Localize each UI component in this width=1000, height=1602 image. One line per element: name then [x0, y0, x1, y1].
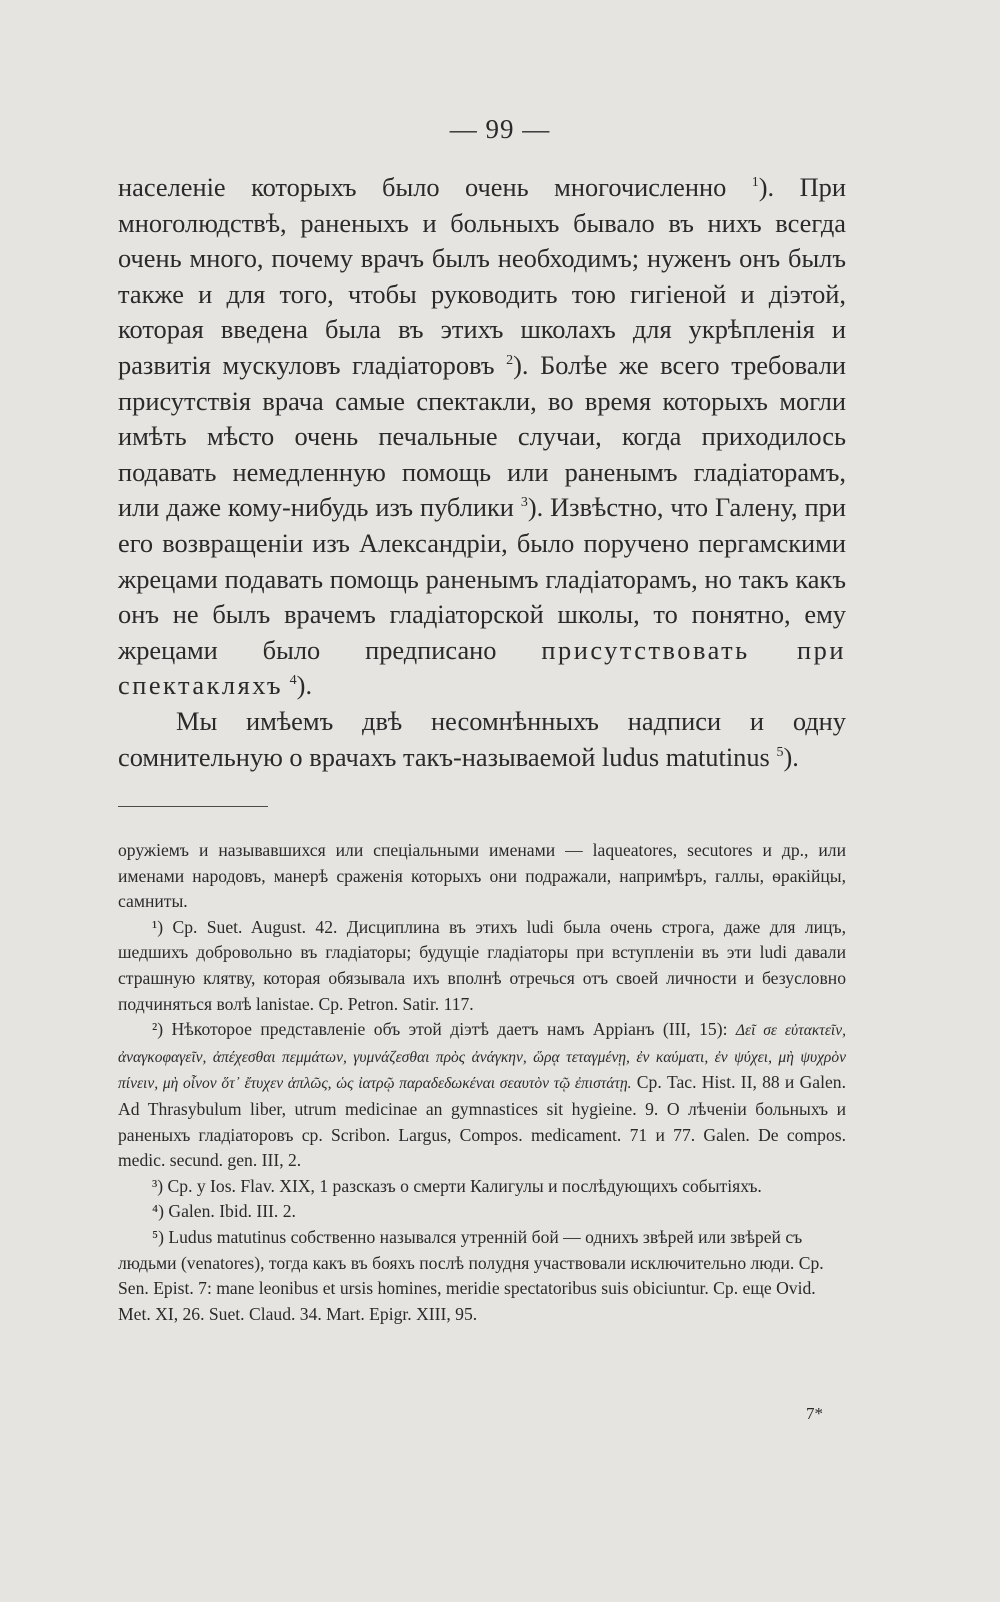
footnotes	[118, 838, 846, 1327]
paragraph-1-text-d: ). Извѣстно, что Галену, при его возвращеніи изъ Александріи, было поручено пергамскими жрецами подавать помощь раненымъ гладіаторамъ, но такъ какъ онъ не былъ врачемъ гладіаторской школы, то понятно, ему жрецами было предписано	[118, 492, 846, 665]
footnote-ref-4: 4	[289, 673, 297, 689]
footnote-divider	[118, 806, 268, 807]
page-number: — 99 —	[449, 114, 551, 144]
paragraph-2-text-b: ).	[783, 741, 799, 772]
footnote-continuation: оружіемъ и называвшихся или спеціальными именами — laqueatores, secutores и др., или именами народовъ, манерѣ сраженія которыхъ они подражали, напримѣръ, галлы, ѳракійцы, самниты.	[118, 840, 846, 912]
footnote-2-text-b: Ср. Tac. Hist. II, 88 и Galen. Ad Thrasybulum liber, utrum medicinae an gymnastices sit hygieine. 9. О лѣченіи больныхъ и раненыхъ гладіаторовъ ср. Scribon. Largus, Compos. medicament. 71 и 77. Galen. De compos. medic. secund. gen. III, 2.	[118, 1072, 846, 1171]
footnote-2	[118, 1017, 846, 1174]
paragraph-1	[118, 170, 846, 704]
paragraph-1-text-a: населеніе которыхъ было очень многочисленно	[118, 172, 727, 202]
footnote-5: ⁵) Ludus matutinus собственно назывался утренній бой — однихъ звѣрей или звѣрей съ людьми (venatores), тогда какъ въ бояхъ послѣ полудня участвовали исключительно люди. Ср. Sen. Epist. 7: mane leonibus et ursis homines, meridie spectatoribus suis obiciuntur. Ср. еще Ovid. Met. XI, 26. Suet. Claud. 34. Mart. Epigr. XIII, 95.	[118, 1226, 824, 1324]
footnote-2-greek-quote: Δεῖ σε εὐτακτεῖν, ἀναγκοφαγεῖν, ἀπέχεσθαι πεμμάτων, γυμνάζεσθαι πρὸς ἀνάγκην, ὥρᾳ τεταγμένῃ, ἐν καύματι, ἐν ψύχει, μὴ ψυχρὸν πίνειν, μὴ οἶνον ὅτ᾽ ἔτυχεν ἁπλῶς, ὡς ἰατρῷ παραδεδωκέναι σεαυτὸν τῷ ἐπιστάτῃ.	[118, 1022, 846, 1093]
footnote-2-text-a: ²) Нѣкоторое представленіе объ этой діэтѣ даетъ намъ Арріанъ (III, 15):	[152, 1019, 728, 1040]
paragraph-2-text-a: Мы имѣемъ двѣ несомнѣнныхъ надписи и одну сомнительную о врачахъ такъ-называемой ludus matutinus	[118, 705, 846, 772]
footnote-ref-2: 2	[506, 353, 514, 369]
signature-mark: 7*	[806, 1404, 823, 1423]
paragraph-1-text-c: ). Болѣе же всего требовали присутствія врача самые спектакли, во время которыхъ могли имѣть мѣсто очень печальные случаи, когда приходилось подавать немедленную помощь или раненымъ гладіаторамъ, или даже кому-нибудь изъ публики	[118, 349, 846, 523]
footnote-ref-3: 3	[520, 495, 528, 511]
footnote-ref-1: 1	[751, 175, 759, 191]
footnote-4: ⁴) Galen. Ibid. III. 2.	[152, 1201, 296, 1222]
footnote-3: ³) Ср. у Ios. Flav. XIX, 1 разсказъ о смерти Калигулы и послѣдующихъ событіяхъ.	[152, 1175, 762, 1196]
main-text	[118, 170, 846, 775]
paragraph-1-text-e: ).	[296, 670, 313, 701]
footnote-ref-5: 5	[776, 744, 784, 760]
emphasized-text: присутствовать при спектакляхъ	[118, 634, 846, 701]
paragraph-2	[118, 704, 846, 775]
footnote-1: ¹) Ср. Suet. August. 42. Дисциплина въ этихъ ludi была очень строга, даже для лицъ, шедшихъ добровольно въ гладіаторы; будущіе гладіаторы при вступленіи въ эти ludi давали страшную клятву, которая обязывала ихъ вполнѣ отречься отъ своей личности и безусловно подчиняться волѣ lanistae. Ср. Petron. Satir. 117.	[118, 916, 846, 1014]
paragraph-1-text-b: ). При многолюдствѣ, раненыхъ и больныхъ бывало въ нихъ всегда очень много, почему врачъ былъ необходимъ; нуженъ онъ былъ также и для того, чтобы руководить тою гигіеной и діэтой, которая введена была въ этихъ школахъ для укрѣпленія и развитія мускуловъ гладіаторовъ	[118, 172, 846, 380]
